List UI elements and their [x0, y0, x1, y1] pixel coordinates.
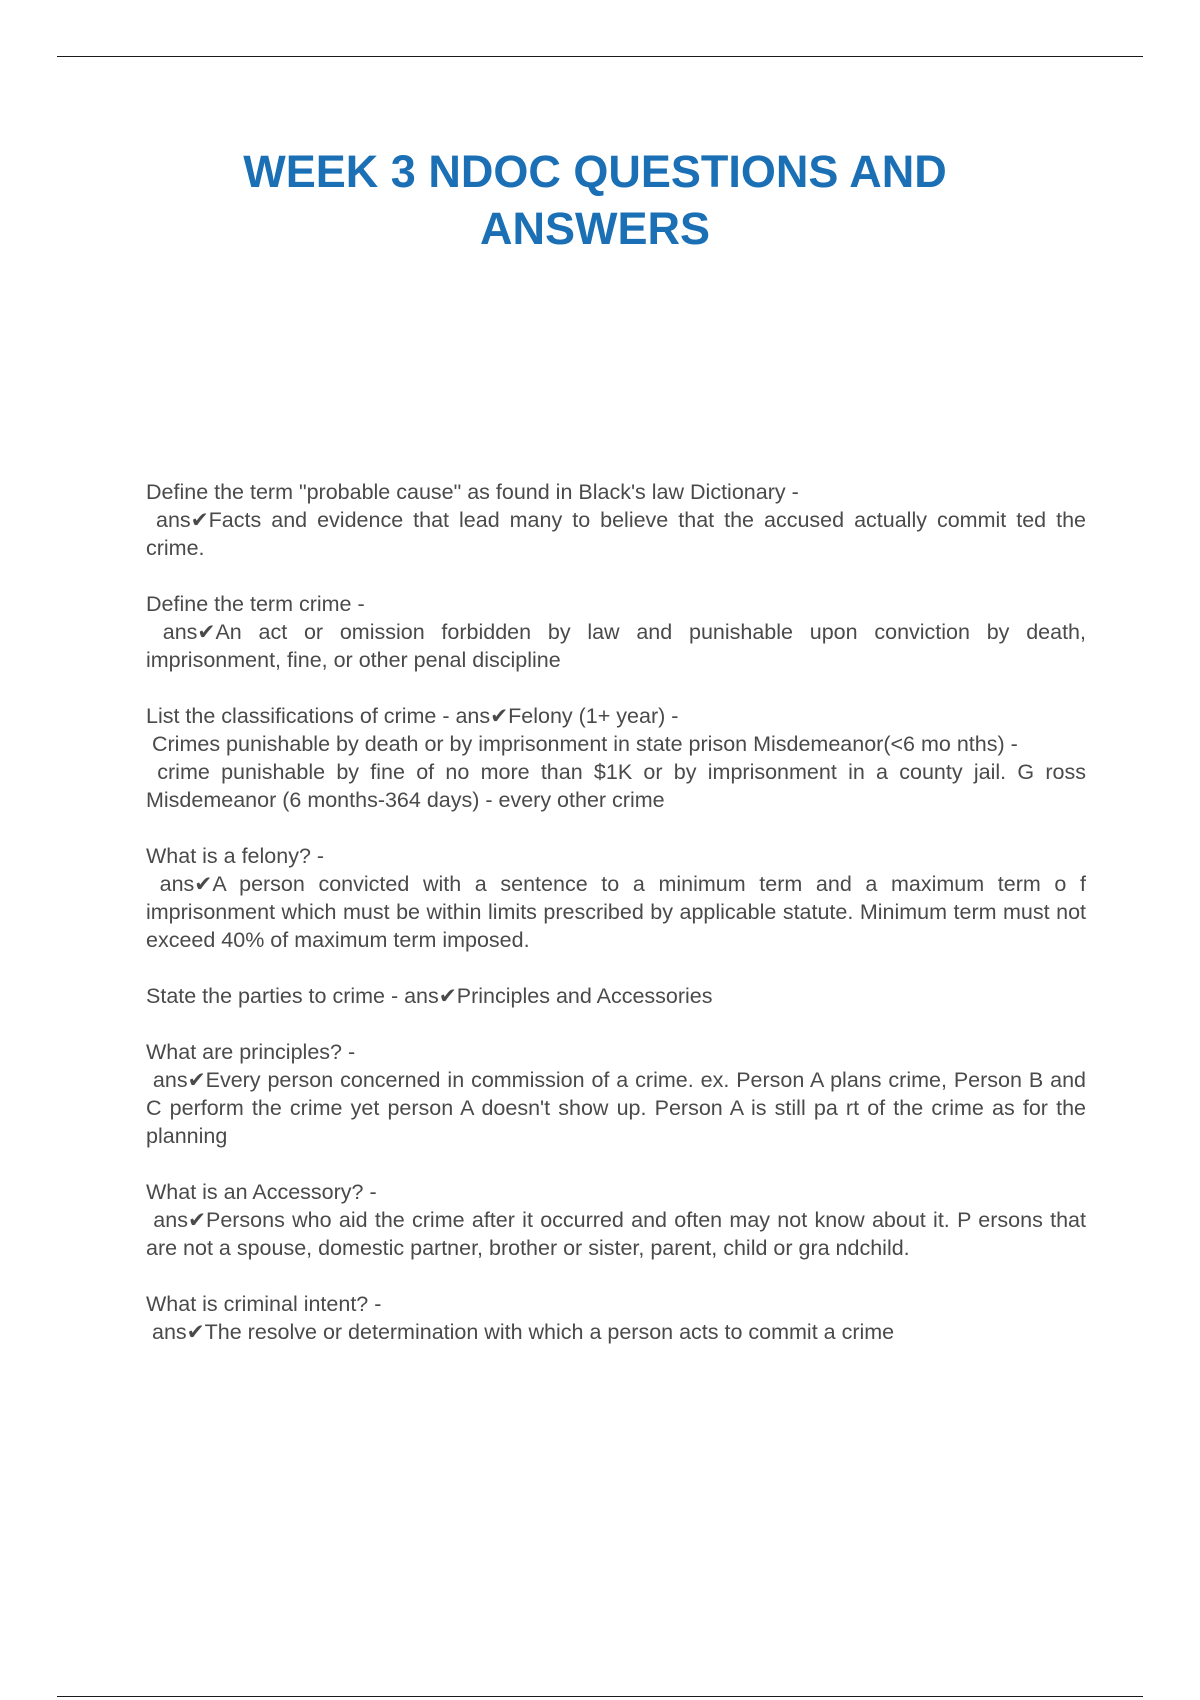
question-text: What is a felony? -	[146, 844, 325, 868]
answer-text: ans✔The resolve or determination with which a person acts to commit a crime	[146, 1320, 895, 1344]
qa-list	[146, 478, 1092, 1374]
question-text: List the classifications of crime - ans✔Felony (1+ year) -	[146, 704, 679, 728]
question-text: State the parties to crime - ans✔Principles and Accessories	[146, 984, 713, 1008]
qa-item	[146, 478, 1092, 562]
top-rule	[57, 56, 1143, 57]
document-title: WEEK 3 NDOC QUESTIONS AND ANSWERS	[243, 146, 947, 254]
qa-item	[146, 1038, 1092, 1150]
question-text: What is criminal intent? -	[146, 1292, 382, 1316]
qa-item	[146, 702, 1086, 814]
answer-text: ans✔Facts and evidence that lead many to believe that the accused actually commit ted the crime.	[146, 508, 1092, 560]
answer-text: ans✔Persons who aid the crime after it occurred and often may not know about it. P ersons that are not a spouse, domestic partner, brother or sister, parent, child or gra ndchild.	[146, 1208, 1092, 1260]
question-text: What are principles? -	[146, 1040, 356, 1064]
answer-text: ans✔An act or omission forbidden by law and punishable upon conviction by death, imprisonment, fine, or other penal discipline	[146, 620, 1092, 672]
answer-text: Crimes punishable by death or by imprisonment in state prison Misdemeanor(<6 mo nths) - crime punishable by fine of no more than $1K or by imprisonment in a county jail. G ross Misdemeanor (6 months-364 days) - every other crime	[146, 732, 1086, 812]
qa-item	[146, 1290, 1086, 1346]
qa-item	[146, 842, 1092, 954]
bottom-rule	[57, 1696, 1143, 1697]
qa-item	[146, 982, 1086, 1010]
question-text: What is an Accessory? -	[146, 1180, 377, 1204]
qa-item	[146, 590, 1092, 674]
qa-item	[146, 1178, 1092, 1262]
question-text: Define the term "probable cause" as found in Black's law Dictionary -	[146, 480, 799, 504]
question-text: Define the term crime -	[146, 592, 365, 616]
answer-text: ans✔Every person concerned in commission of a crime. ex. Person A plans crime, Person B and C perform the crime yet person A doesn't show up. Person A is still pa rt of the crime as for the planning	[146, 1068, 1092, 1148]
answer-text: ans✔A person convicted with a sentence to a minimum term and a maximum term o f imprisonment which must be within limits prescribed by applicable statute. Minimum term must not exceed 40% of maximum term imposed.	[146, 872, 1092, 952]
